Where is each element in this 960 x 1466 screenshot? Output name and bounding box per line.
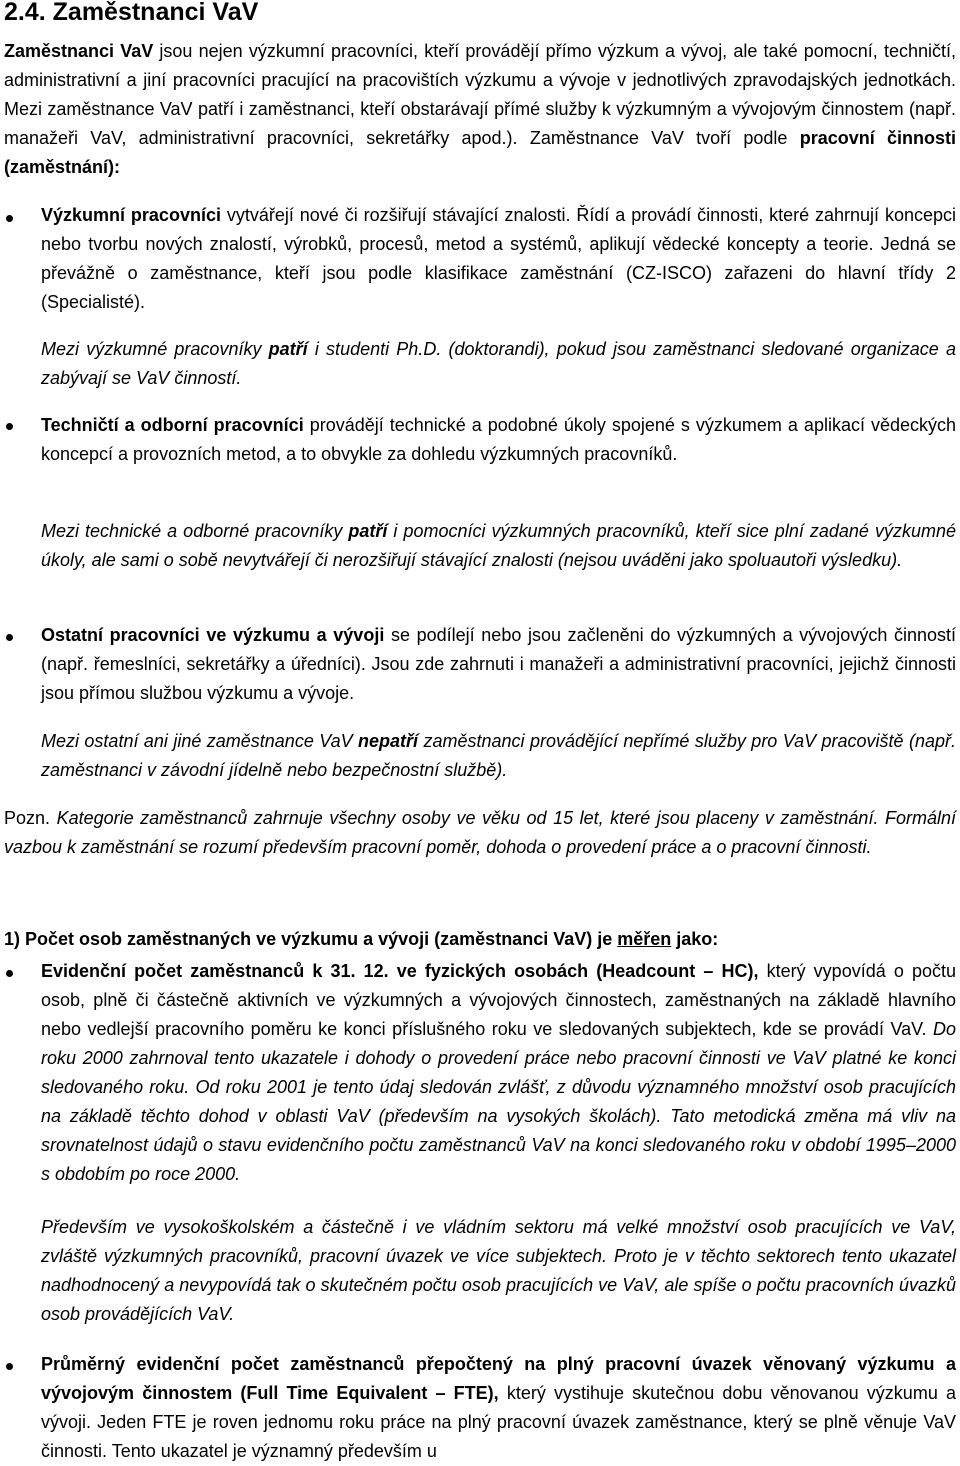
other-note-b: zaměstnanci provádějící nepřímé služby pro VaV pracoviště (např. zaměstnanci v závodní jídelně nebo bezpečnostní službě). bbox=[41, 731, 956, 780]
headcount-text: který vypovídá o počtu osob, plně či částečně aktivních ve výzkumných a vývojových činnostech, zaměstnaných na základě hlavního nebo vedlejší pracovního poměru ke konci příslušného roku ve sledovaných subjektech, kde se provádí VaV. bbox=[41, 961, 956, 1039]
researchers-text: vytvářejí nové či rozšiřují stávající znalosti. Řídí a provádí činnosti, které zahrnují koncepci nebo tvorbu nových znalostí, výrobků, procesů, metod a systémů, aplikují vědecké koncepty a teorie. Jedná se převážně o zaměstnance, kteří jsou podle klasifikace zaměstnání (CZ-ISCO) zařazeni do hlavní třídy 2 (Specialisté). bbox=[41, 205, 956, 312]
other-note-a: Mezi ostatní ani jiné zaměstnance VaV bbox=[41, 731, 359, 751]
section1-b: jako: bbox=[671, 929, 719, 949]
pozn-text: Kategorie zaměstnanců zahrnuje všechny osoby ve věku od 15 let, které jsou placeny v zaměstnání. Formální vazbou k zaměstnání se rozumí především pracovní poměr, dohoda o provedení práce a o pracovní činnosti. bbox=[4, 808, 956, 857]
headcount-paragraph bbox=[41, 957, 956, 1189]
researchers-paragraph bbox=[41, 201, 956, 317]
technicians-term: Techničtí a odborní pracovníci bbox=[41, 415, 304, 435]
pozn-label: Pozn. bbox=[4, 808, 51, 828]
intro-paragraph bbox=[4, 37, 956, 182]
bullet-icon bbox=[6, 634, 13, 641]
section1-a: 1) Počet osob zaměstnaných ve výzkumu a vývoji (zaměstnanci VaV) je bbox=[4, 929, 618, 949]
other-note bbox=[41, 727, 956, 785]
other-term: Ostatní pracovníci ve výzkumu a vývoji bbox=[41, 625, 385, 645]
other-note-bold: nepatří bbox=[358, 731, 419, 751]
bullet-icon bbox=[6, 215, 13, 222]
researchers-note-a: Mezi výzkumné pracovníky bbox=[41, 339, 269, 359]
intro-term: Zaměstnanci VaV bbox=[4, 41, 154, 61]
technicians-note-b: i pomocníci výzkumných pracovníků, kteří sice plní zadané výzkumné úkoly, ale sami o sobě nevytvářejí či nerozšiřují stávající znalosti (nejsou uváděni jako spoluautoři výsledku). bbox=[41, 521, 956, 570]
technicians-text: provádějí technické a podobné úkoly spojené s výzkumem a aplikací vědeckých koncepcí a provozních metod, a to obvykle za dohledu výzkumných pracovníků. bbox=[41, 415, 956, 464]
intro-text: jsou nejen výzkumní pracovníci, kteří provádějí přímo výzkum a vývoj, ale také pomocní, techničtí, administrativní a jiní pracovníci pracující na pracovištích výzkumu a vývoje v jednotlivých zpravodajských jednotkách. Mezi zaměstnance VaV patří i zaměstnanci, kteří obstarávají přímé služby k výzkumným a vývojovým činnostem (např. manažeři VaV, administrativní pracovníci, sekretářky apod.). Zaměstnance VaV tvoří podle bbox=[4, 41, 956, 148]
researchers-term: Výzkumní pracovníci bbox=[41, 205, 221, 225]
researchers-note bbox=[41, 335, 956, 393]
headcount-note: Především ve vysokoškolském a částečně i ve vládním sektoru má velké množství osob pracujících ve VaV, zvláště výzkumných pracovníků, pracovní úvazek ve více subjektech. Proto je v těchto sektorech tento ukazatel nadhodnocený a nevypovídá tak o skutečném počtu osob pracujících ve VaV, ale spíše o počtu pracovních úvazků osob provádějících VaV. bbox=[41, 1217, 956, 1324]
other-text: se podílejí nebo jsou začleněni do výzkumných a vývojových činností (např. řemeslníci, sekretářky a úředníci). Jsou zde zahrnuti i manažeři a administrativní pracovníci, jejichž činnosti jsou přímou službou výzkumu a vývoje. bbox=[41, 625, 956, 703]
technicians-note bbox=[41, 517, 956, 575]
other-paragraph bbox=[41, 621, 956, 708]
section-heading: 2.4. Zaměstnanci VaV bbox=[4, 0, 259, 26]
section1-heading bbox=[4, 925, 956, 954]
section1-underline: měřen bbox=[617, 929, 672, 949]
technicians-paragraph bbox=[41, 411, 956, 469]
bullet-icon bbox=[6, 970, 13, 977]
bullet-icon bbox=[6, 423, 13, 430]
researchers-note-b: i studenti Ph.D. (doktorandi), pokud jsou zaměstnanci sledované organizace a zabývají se VaV činností. bbox=[41, 339, 956, 388]
headcount-term: Evidenční počet zaměstnanců k 31. 12. ve fyzických osobách (Headcount – HC), bbox=[41, 961, 759, 981]
headcount-italic: Do roku 2000 zahrnoval tento ukazatele i dohody o provedení práce nebo pracovní činnosti ve VaV platné ke konci sledovaného roku. Od roku 2001 je tento údaj sledován zvlášť, z důvodu významného množství osob pracujících na základě těchto dohod v oblasti VaV (především na vysokých školách). Tato metodická změna má vliv na srovnatelnost údajů o stavu evidenčního počtu zaměstnanců VaV na konci sledovaného roku v období 1995–2000 s obdobím po roce 2000. bbox=[41, 1019, 956, 1184]
intro-bold-tail: pracovní činnosti (zaměstnání): bbox=[4, 128, 956, 177]
fte-term: Průměrný evidenční počet zaměstnanců přepočtený na plný pracovní úvazek věnovaný výzkumu a vývojovým činnostem (Full Time Equivalent – FTE), bbox=[41, 1354, 956, 1403]
pozn-paragraph bbox=[4, 804, 956, 862]
fte-text: který vystihuje skutečnou dobu věnovanou výzkumu a vývoji. Jeden FTE je roven jednomu roku práce na plný pracovní úvazek zaměstnance, který se plně věnuje VaV činnosti. Tento ukazatel je významný především u bbox=[41, 1383, 956, 1461]
fte-paragraph bbox=[41, 1350, 956, 1466]
bullet-icon bbox=[6, 1363, 13, 1370]
technicians-note-a: Mezi technické a odborné pracovníky bbox=[41, 521, 349, 541]
researchers-note-bold: patří bbox=[268, 339, 308, 359]
technicians-note-bold: patří bbox=[348, 521, 388, 541]
